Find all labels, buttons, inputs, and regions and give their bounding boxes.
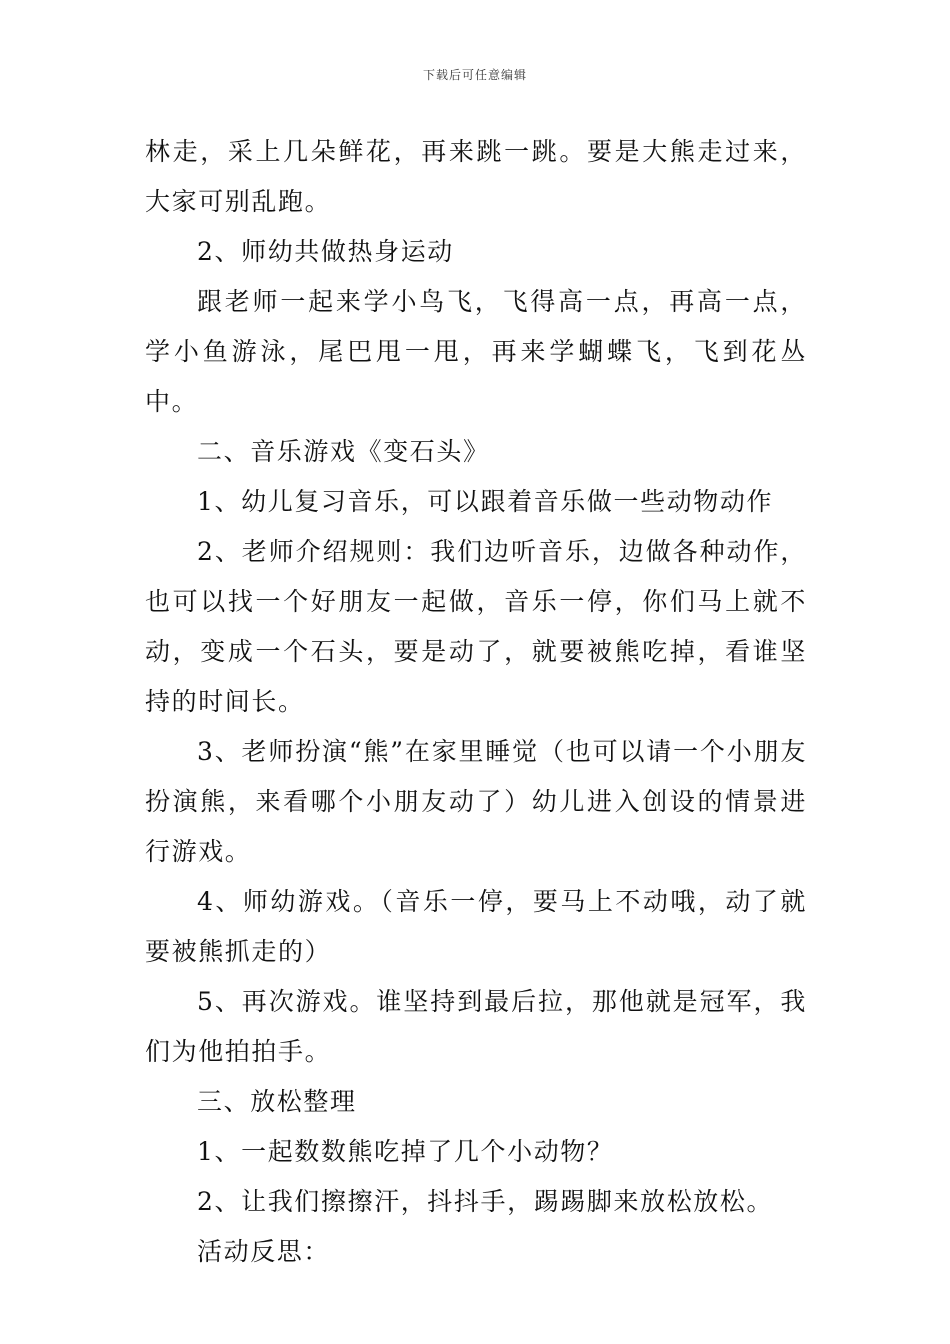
paragraph: 林走，采上几朵鲜花，再来跳一跳。要是大熊走过来，大家可别乱跑。 [145,137,807,216]
page-header: 下载后可任意编辑 [422,68,527,82]
paragraph: 1、幼儿复习音乐，可以跟着音乐做一些动物动作 [197,487,774,516]
paragraph: 1、一起数数熊吃掉了几个小动物？ [197,1137,614,1166]
paragraph: 2、老师介绍规则：我们边听音乐，边做各种动作，也可以找一个好朋友一起做，音乐一停，你们马上就不动，变成一个石头，要是动了，就要被熊吃掉，看谁坚持的时间长。 [145,537,807,716]
document-body [145,127,807,1277]
section-heading: 活动反思： [197,1237,331,1266]
paragraph: 3、老师扮演“熊”在家里睡觉（也可以请一个小朋友扮演熊，来看哪个小朋友动了）幼儿进入创设的情景进行游戏。 [145,737,807,866]
section-heading: 二、音乐游戏《变石头》 [197,437,490,466]
paragraph: 2、师幼共做热身运动 [197,237,454,266]
section-heading: 三、放松整理 [197,1087,357,1116]
paragraph: 5、再次游戏。谁坚持到最后拉，那他就是冠军，我们为他拍拍手。 [145,987,807,1066]
paragraph: 2、让我们擦擦汗，抖抖手，踢踢脚来放松放松。 [197,1187,774,1216]
paragraph: 4、师幼游戏。（音乐一停，要马上不动哦，动了就要被熊抓走的） [145,887,807,966]
paragraph: 跟老师一起来学小鸟飞，飞得高一点，再高一点，学小鱼游泳，尾巴甩一甩，再来学蝴蝶飞，飞到花丛中。 [145,287,807,416]
